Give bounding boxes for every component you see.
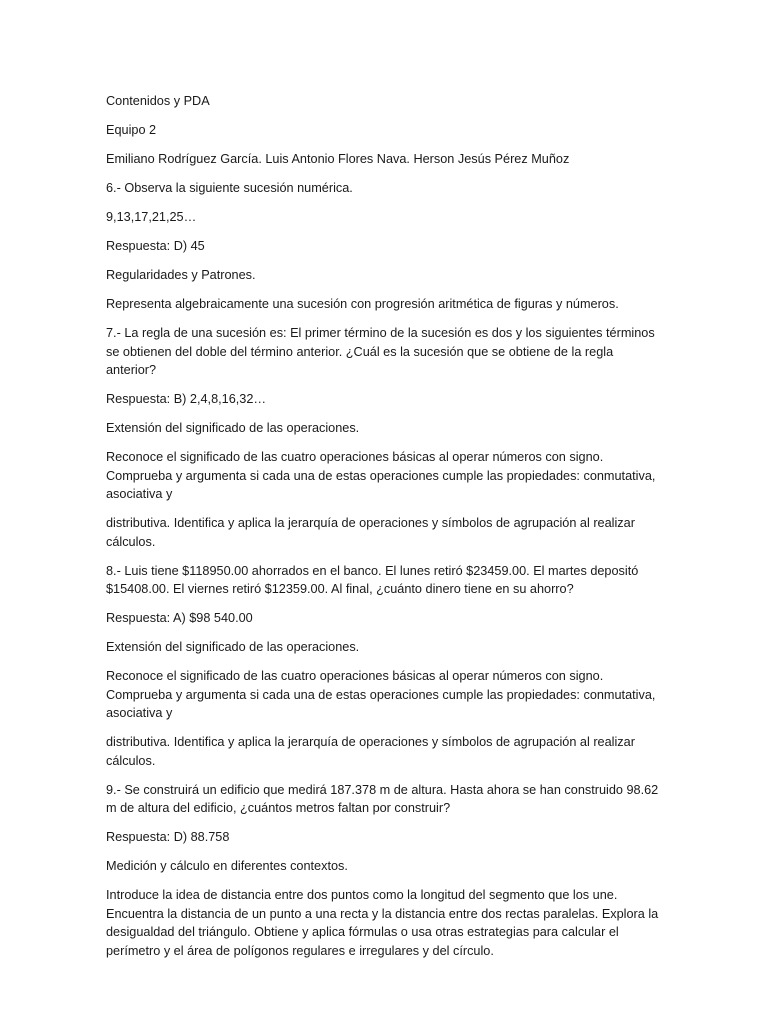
doc-title: Contenidos y PDA bbox=[106, 94, 210, 108]
topic-7: Extensión del significado de las operaciones. bbox=[106, 421, 360, 435]
team-members: Emiliano Rodríguez García. Luis Antonio Flores Nava. Herson Jesús Pérez Muñoz bbox=[106, 152, 570, 166]
document-page bbox=[106, 92, 666, 971]
topic-8: Extensión del significado de las operaciones. bbox=[106, 640, 360, 654]
topic-9: Medición y cálculo en diferentes contextos. bbox=[106, 859, 348, 873]
question-8: 8.- Luis tiene $118950.00 ahorrados en el banco. El lunes retiró $23459.00. El martes depositó $15408.00. El viernes retiró $12359.00. Al final, ¿cuánto dinero tiene en su ahorro? bbox=[106, 563, 639, 596]
pda-7-part-1: Reconoce el significado de las cuatro operaciones básicas al operar números con signo. Comprueba y argumenta si cada una de estas operaciones cumple las propiedades: conmutativa, asociativa y bbox=[106, 450, 656, 501]
topic-6: Regularidades y Patrones. bbox=[106, 268, 256, 282]
pda-8-part-1: Reconoce el significado de las cuatro operaciones básicas al operar números con signo. Comprueba y argumenta si cada una de estas operaciones cumple las propiedades: conmutativa, asociativa y bbox=[106, 669, 656, 720]
pda-7-part-2: distributiva. Identifica y aplica la jerarquía de operaciones y símbolos de agrupación al realizar cálculos. bbox=[106, 516, 635, 549]
answer-7: Respuesta: B) 2,4,8,16,32… bbox=[106, 392, 267, 406]
question-7: 7.- La regla de una sucesión es: El primer término de la sucesión es dos y los siguientes términos se obtienen del doble del término anterior. ¿Cuál es la sucesión que se obtiene de la regla anterior? bbox=[106, 326, 655, 377]
answer-9: Respuesta: D) 88.758 bbox=[106, 830, 230, 844]
answer-6: Respuesta: D) 45 bbox=[106, 239, 205, 253]
answer-8: Respuesta: A) $98 540.00 bbox=[106, 611, 253, 625]
question-9: 9.- Se construirá un edificio que medirá 187.378 m de altura. Hasta ahora se han construido 98.62 m de altura del edificio, ¿cuántos metros faltan por construir? bbox=[106, 782, 659, 815]
pda-6: Representa algebraicamente una sucesión con progresión aritmética de figuras y números. bbox=[106, 297, 619, 311]
question-6: 6.- Observa la siguiente sucesión numérica. bbox=[106, 181, 353, 195]
sequence-6: 9,13,17,21,25… bbox=[106, 210, 197, 224]
pda-9: Introduce la idea de distancia entre dos puntos como la longitud del segmento que los une. Encuentra la distancia de un punto a una recta y la distancia entre dos rectas paralelas. Explora la desigualdad del triángulo. Obtiene y aplica fórmulas o usa otras estrategias para calcular el perímetro y el área de polígonos regulares e irregulares y del círculo. bbox=[106, 888, 659, 958]
pda-8-part-2: distributiva. Identifica y aplica la jerarquía de operaciones y símbolos de agrupación al realizar cálculos. bbox=[106, 735, 635, 768]
team-label: Equipo 2 bbox=[106, 123, 157, 137]
